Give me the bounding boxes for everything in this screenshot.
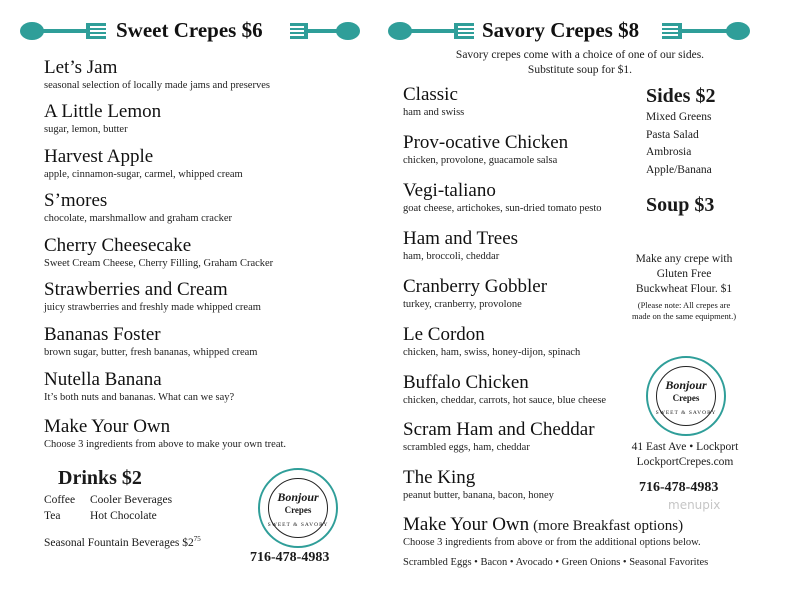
item-name: Harvest Apple <box>44 146 154 167</box>
list-item <box>403 84 464 119</box>
drink-item: Hot Chocolate <box>90 510 157 522</box>
list-item <box>44 190 232 225</box>
extra-options: Scrambled Eggs • Bacon • Avocado • Green Onions • Seasonal Favorites <box>403 557 709 568</box>
item-desc: apple, cinnamon-sugar, carmel, whipped cream <box>44 169 243 180</box>
fork-right-icon <box>662 20 750 42</box>
item-desc: Choose 3 ingredients from above to make your own treat. <box>44 439 287 450</box>
savory-title: Savory Crepes $8 <box>482 18 640 42</box>
list-item <box>403 180 602 215</box>
item-name: Prov-ocative Chicken <box>403 132 569 153</box>
item-desc: turkey, cranberry, provolone <box>403 299 522 310</box>
logo-right <box>646 356 726 436</box>
fork-left-icon <box>20 20 108 42</box>
gluten-free-note <box>604 252 764 322</box>
list-item <box>403 228 518 263</box>
list-item <box>44 369 234 404</box>
item-name: Nutella Banana <box>44 369 162 390</box>
item-name: Ham and Trees <box>403 228 519 249</box>
fork-right-icon <box>290 20 360 42</box>
logo-ring-text: SWEET & SAVORY <box>267 522 329 528</box>
phone-right: 716-478-4983 <box>639 480 719 495</box>
item-desc: chocolate, marshmallow and graham cracker <box>44 213 233 224</box>
item-desc: It’s both nuts and bananas. What can we say? <box>44 392 235 403</box>
phone-left: 716-478-4983 <box>250 550 330 565</box>
logo-name-bottom: Crepes <box>672 393 700 403</box>
item-desc: chicken, cheddar, carrots, hot sauce, blue cheese <box>403 395 607 406</box>
item-note: (more Breakfast options) <box>533 518 684 534</box>
gf-note: made on the same equipment.) <box>631 311 737 321</box>
item-name: Cranberry Gobbler <box>403 276 548 297</box>
list-item <box>403 467 554 502</box>
item-name: Le Cordon <box>403 324 485 345</box>
list-item <box>403 132 568 167</box>
item-desc: chicken, provolone, guacamole salsa <box>403 155 558 166</box>
item-desc: Choose 3 ingredients from above or from the additional options below. <box>403 537 701 548</box>
address-site: LockportCrepes.com <box>636 456 734 468</box>
seasonal-beverages-text: Seasonal Fountain Beverages $2 <box>44 536 194 549</box>
sides-item: Mixed Greens <box>646 111 712 123</box>
sides-section <box>646 84 766 179</box>
item-desc: sugar, lemon, butter <box>44 124 128 135</box>
seasonal-beverages <box>44 532 201 551</box>
sides-title: Sides $2 <box>646 85 716 107</box>
list-item <box>44 279 261 314</box>
item-name: Bananas Foster <box>44 324 161 345</box>
list-item <box>44 146 243 181</box>
list-item <box>403 276 547 311</box>
gf-line: Buckwheat Flour. $1 <box>635 283 733 295</box>
drink-item: Cooler Beverages <box>90 494 173 506</box>
gf-line: Make any crepe with <box>635 253 733 265</box>
logo-name-bottom: Crepes <box>284 505 312 515</box>
drinks-title: Drinks $2 <box>58 467 142 489</box>
list-item <box>44 324 257 359</box>
list-item <box>403 372 606 407</box>
item-name: Let’s Jam <box>44 57 118 78</box>
item-name: Strawberries and Cream <box>44 279 228 300</box>
item-name: Make Your Own <box>403 514 530 535</box>
watermark: menupix <box>668 498 721 512</box>
drink-item: Coffee <box>44 494 76 506</box>
address-block <box>620 440 750 470</box>
drinks-table <box>44 493 254 525</box>
item-desc: ham and swiss <box>403 107 465 118</box>
item-name: Scram Ham and Cheddar <box>403 419 595 440</box>
list-item <box>44 235 273 270</box>
item-name: Cherry Cheesecake <box>44 235 192 256</box>
item-desc: Sweet Cream Cheese, Cherry Filling, Graham Cracker <box>44 258 274 269</box>
item-desc: juicy strawberries and freshly made whipped cream <box>44 302 261 313</box>
soup-title: Soup $3 <box>646 194 715 216</box>
item-name: Make Your Own <box>44 416 171 437</box>
sides-item: Pasta Salad <box>646 128 699 141</box>
item-desc: seasonal selection of locally made jams and preserves <box>44 80 270 91</box>
sweet-list <box>44 57 374 457</box>
list-item <box>403 419 595 454</box>
savory-intro-line2: Substitute soup for $1. <box>527 64 633 76</box>
item-desc: peanut butter, banana, bacon, honey <box>403 490 554 501</box>
logo-name-top: Bonjour <box>665 378 707 392</box>
sides-item: Ambrosia <box>646 146 692 158</box>
item-name: Vegi-taliano <box>403 180 496 201</box>
logo-ring-text: SWEET & SAVORY <box>655 410 717 416</box>
item-desc: brown sugar, butter, fresh bananas, whipped cream <box>44 347 258 358</box>
sweet-title: Sweet Crepes $6 <box>116 18 263 42</box>
sweet-header <box>20 14 360 48</box>
savory-intro-line1: Savory crepes come with a choice of one of our sides. <box>455 49 705 61</box>
list-item <box>44 57 270 92</box>
item-name: The King <box>403 467 476 488</box>
item-name: Buffalo Chicken <box>403 372 529 393</box>
savory-header <box>388 14 783 48</box>
list-item <box>403 324 580 359</box>
drink-item: Tea <box>44 510 61 522</box>
item-name: Classic <box>403 84 458 105</box>
item-desc: scrambled eggs, ham, cheddar <box>403 442 530 453</box>
item-name: A Little Lemon <box>44 101 162 122</box>
address-street: 41 East Ave • Lockport <box>631 441 739 453</box>
gf-line: Gluten Free <box>656 268 712 280</box>
savory-intro <box>400 48 760 78</box>
fork-left-icon <box>388 20 476 42</box>
item-desc: ham, broccoli, cheddar <box>403 251 500 262</box>
logo-left <box>258 468 338 548</box>
logo-name-top: Bonjour <box>277 490 319 504</box>
sides-item: Apple/Banana <box>646 163 712 176</box>
savory-make-your-own <box>403 514 783 549</box>
seasonal-price-cents: 75 <box>193 535 201 543</box>
gf-note: (Please note: All crepes are <box>637 300 731 310</box>
item-name: S’mores <box>44 190 108 211</box>
item-desc: chicken, ham, swiss, honey-dijon, spinach <box>403 347 581 358</box>
list-item <box>44 416 286 451</box>
list-item <box>44 101 161 136</box>
item-desc: goat cheese, artichokes, sun-dried tomato pesto <box>403 203 602 214</box>
